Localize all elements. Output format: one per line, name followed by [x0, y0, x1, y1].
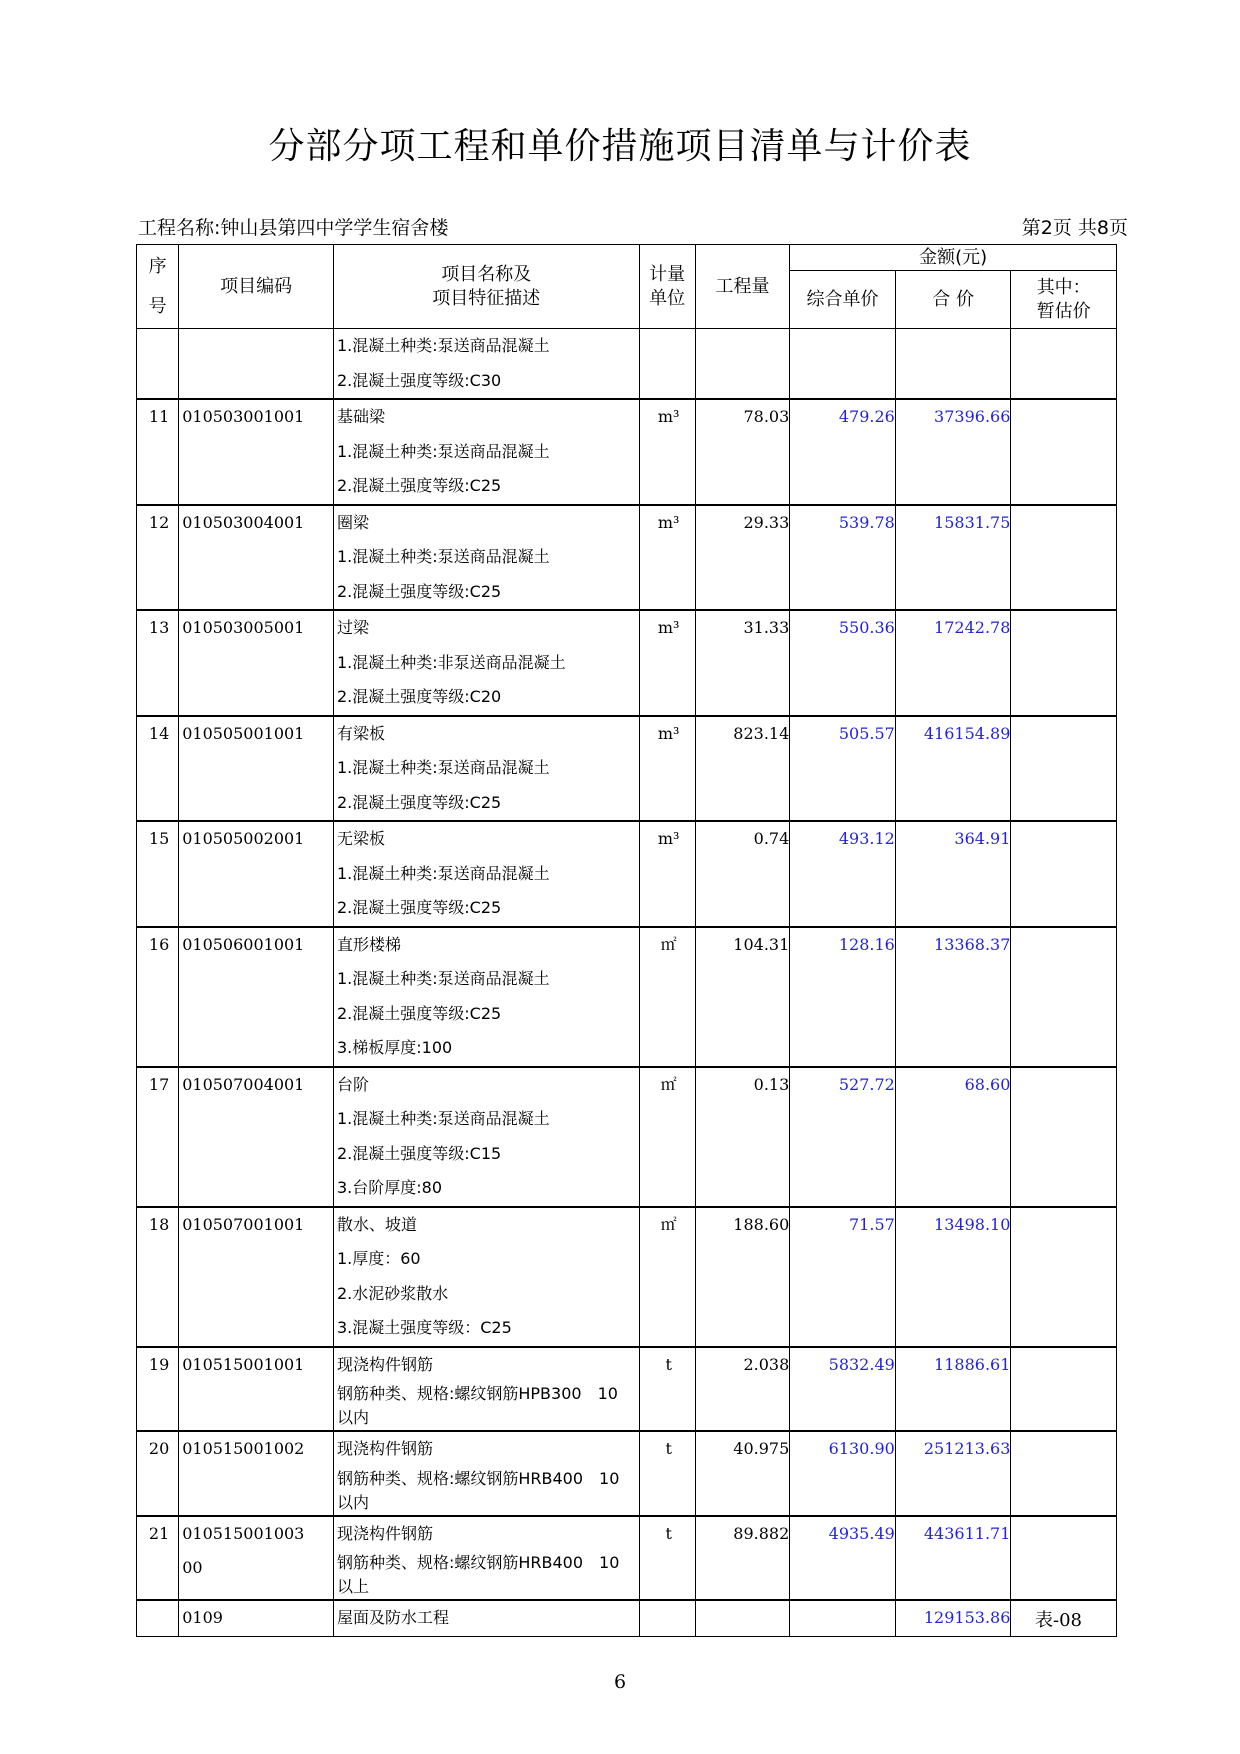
feature-line: 2.混凝土强度等级:C25 [336, 792, 502, 812]
feature-line: 以上 [336, 1577, 369, 1596]
row-name: 现浇构件钢筋 [336, 1354, 433, 1374]
subtotal-code: 0109 [182, 1608, 223, 1627]
row-unit-price: 539.78 [838, 512, 895, 532]
row-total: 17242.78 [934, 618, 1011, 637]
table-row [137, 1067, 1117, 1207]
seq-header: 序 号 [137, 245, 179, 329]
continuation-row [137, 329, 1117, 400]
row-name: 现浇构件钢筋 [336, 1439, 433, 1458]
project-name: 工程名称:钟山县第四中学学生宿舍楼 [138, 217, 449, 239]
unit-price-header: 综合单价 [790, 271, 896, 329]
name-header: 项目名称及 项目特征描述 [333, 245, 639, 329]
row-name: 基础梁 [336, 407, 385, 426]
table-row [137, 1516, 1117, 1601]
row-unit: m³ [657, 512, 680, 532]
row-estimate [1011, 1067, 1117, 1207]
row-unit-price: 550.36 [838, 618, 895, 637]
row-estimate [1011, 1207, 1117, 1347]
feature-line: 1.混凝土种类:泵送商品混凝土 [336, 758, 550, 777]
row-estimate [1011, 716, 1117, 822]
row-code: 010503005001 [182, 618, 305, 637]
row-unit-price: 527.72 [838, 1074, 895, 1094]
row-seq: 19 [148, 1354, 170, 1374]
feature-line: 1.混凝土种类:泵送商品混凝土 [336, 863, 550, 883]
subtotal-name: 屋面及防水工程 [336, 1608, 449, 1627]
row-seq: 17 [148, 1074, 170, 1094]
page-number: 6 [613, 1671, 627, 1693]
table-row [137, 716, 1117, 822]
table-row [137, 505, 1117, 611]
row-total: 13498.10 [934, 1214, 1011, 1234]
code-header: 项目编码 [179, 245, 334, 329]
row-code: 010515001001 [182, 1354, 305, 1374]
feature-line: 2.混凝土强度等级:C15 [336, 1143, 502, 1163]
row-code: 010515001003 [182, 1523, 305, 1543]
feature-line: 2.混凝土强度等级:C30 [336, 370, 502, 390]
feature-line: 2.混凝土强度等级:C20 [336, 687, 502, 706]
feature-line: 1.混凝土种类:泵送商品混凝土 [336, 336, 550, 355]
row-unit: ㎡ [660, 934, 677, 954]
row-unit-price: 128.16 [838, 934, 895, 954]
bill-of-quantities-table [136, 244, 1117, 1637]
row-name: 直形楼梯 [336, 934, 401, 954]
row-total: 68.60 [964, 1074, 1011, 1094]
row-total: 13368.37 [934, 934, 1011, 954]
row-unit: ㎡ [660, 1214, 677, 1234]
table-row [137, 610, 1117, 716]
feature-line: 钢筋种类、规格:螺纹钢筋HRB400 10 [336, 1553, 620, 1572]
subtotal-row [137, 1600, 1117, 1636]
table-row [137, 399, 1117, 505]
table-row [137, 1431, 1117, 1516]
table-body [137, 329, 1117, 1637]
subtotal-total: 129153.86 [923, 1608, 1011, 1627]
row-unit: m³ [657, 723, 680, 743]
estimate-header: 其中： 暂估价 [1011, 271, 1117, 329]
row-total: 11886.61 [934, 1354, 1011, 1374]
row-unit-price: 71.57 [849, 1214, 895, 1234]
row-name: 有梁板 [336, 723, 385, 743]
feature-line: 2.水泥砂浆散水 [336, 1283, 449, 1303]
row-unit: t [665, 1523, 672, 1543]
row-total: 364.91 [954, 829, 1011, 848]
row-unit-price: 5832.49 [828, 1354, 895, 1374]
row-total: 416154.89 [923, 723, 1011, 743]
row-name: 台阶 [336, 1074, 369, 1094]
row-name: 现浇构件钢筋 [336, 1523, 433, 1543]
feature-line: 钢筋种类、规格:螺纹钢筋HRB400 10 [336, 1468, 620, 1488]
feature-line: 以内 [336, 1408, 369, 1427]
row-code: 010503001001 [182, 407, 305, 426]
row-estimate [1011, 927, 1117, 1067]
feature-line: 2.混凝土强度等级:C25 [336, 898, 502, 917]
quantity-header: 工程量 [695, 245, 789, 329]
feature-line: 1.混凝土种类:非泵送商品混凝土 [336, 652, 566, 672]
row-unit: m³ [657, 829, 680, 848]
feature-line: 以内 [336, 1492, 369, 1512]
row-unit-price: 505.57 [838, 723, 895, 743]
row-seq: 21 [148, 1523, 170, 1543]
row-seq: 14 [148, 723, 170, 743]
row-estimate [1011, 821, 1117, 927]
row-seq: 18 [148, 1214, 170, 1234]
row-unit: ㎡ [660, 1074, 677, 1094]
feature-line: 3.梯板厚度:100 [336, 1038, 453, 1057]
row-quantity: 2.038 [743, 1354, 790, 1374]
feature-line: 1.混凝土种类:泵送商品混凝土 [336, 969, 550, 988]
unit-header: 计量 单位 [639, 245, 695, 329]
row-unit: m³ [657, 407, 680, 426]
row-quantity: 0.74 [753, 829, 790, 848]
table-row [137, 1347, 1117, 1432]
feature-line: 2.混凝土强度等级:C25 [336, 581, 502, 601]
feature-line: 1.混凝土种类:泵送商品混凝土 [336, 1109, 550, 1128]
table-row [137, 927, 1117, 1067]
row-total: 251213.63 [923, 1439, 1011, 1458]
row-code-continued: 00 [182, 1558, 203, 1577]
row-estimate [1011, 610, 1117, 716]
row-total: 15831.75 [934, 512, 1011, 532]
feature-line: 钢筋种类、规格:螺纹钢筋HPB300 10 [336, 1384, 618, 1403]
feature-line: 1.厚度：60 [336, 1249, 421, 1268]
row-total: 443611.71 [923, 1523, 1011, 1543]
feature-line: 2.混凝土强度等级:C25 [336, 476, 502, 495]
row-estimate [1011, 1516, 1117, 1601]
table-row [137, 821, 1117, 927]
row-quantity: 188.60 [733, 1214, 790, 1234]
amount-header: 金额(元) [790, 245, 1117, 271]
row-unit-price: 493.12 [838, 829, 895, 848]
row-code: 010507001001 [182, 1214, 305, 1234]
row-code: 010507004001 [182, 1074, 305, 1094]
row-quantity: 823.14 [733, 723, 790, 743]
row-unit-price: 6130.90 [828, 1439, 895, 1458]
row-quantity: 29.33 [743, 512, 790, 532]
feature-line: 3.台阶厚度:80 [336, 1178, 443, 1197]
row-quantity: 0.13 [753, 1074, 790, 1094]
row-seq: 15 [148, 829, 170, 848]
row-unit: t [665, 1354, 672, 1374]
row-quantity: 78.03 [743, 407, 790, 426]
row-quantity: 31.33 [743, 618, 790, 637]
row-code: 010515001002 [182, 1439, 305, 1458]
row-quantity: 89.882 [733, 1523, 790, 1543]
row-quantity: 104.31 [733, 934, 790, 954]
feature-line: 1.混凝土种类:泵送商品混凝土 [336, 547, 550, 566]
row-seq: 20 [148, 1439, 170, 1458]
row-code: 010503004001 [182, 512, 305, 532]
page-info: 第2页 共8页 [1021, 217, 1128, 239]
row-unit: m³ [657, 618, 680, 637]
row-code: 010506001001 [182, 934, 305, 954]
row-unit: t [665, 1439, 672, 1458]
row-quantity: 40.975 [733, 1439, 790, 1458]
row-name: 散水、坡道 [336, 1214, 417, 1234]
row-estimate [1011, 399, 1117, 505]
row-code: 010505002001 [182, 829, 305, 848]
row-estimate [1011, 1431, 1117, 1516]
row-code: 010505001001 [182, 723, 305, 743]
row-name: 过梁 [336, 618, 369, 637]
row-name: 无梁板 [336, 829, 385, 848]
feature-line: 3.混凝土强度等级：C25 [336, 1318, 512, 1337]
row-estimate [1011, 505, 1117, 611]
row-total: 37396.66 [934, 407, 1011, 426]
feature-line: 2.混凝土强度等级:C25 [336, 1003, 502, 1023]
row-seq: 11 [148, 407, 170, 426]
page-title: 分部分项工程和单价措施项目清单与计价表 [268, 126, 972, 167]
row-name: 圈梁 [336, 512, 369, 532]
row-seq: 16 [148, 934, 170, 954]
row-seq: 12 [148, 512, 170, 532]
row-estimate [1011, 1347, 1117, 1432]
form-code: 表-08 [1035, 1610, 1082, 1631]
table-row [137, 1207, 1117, 1347]
feature-line: 1.混凝土种类:泵送商品混凝土 [336, 441, 550, 461]
total-price-header: 合 价 [895, 271, 1011, 329]
row-unit-price: 4935.49 [828, 1523, 895, 1543]
row-unit-price: 479.26 [838, 407, 895, 426]
row-seq: 13 [148, 618, 170, 637]
